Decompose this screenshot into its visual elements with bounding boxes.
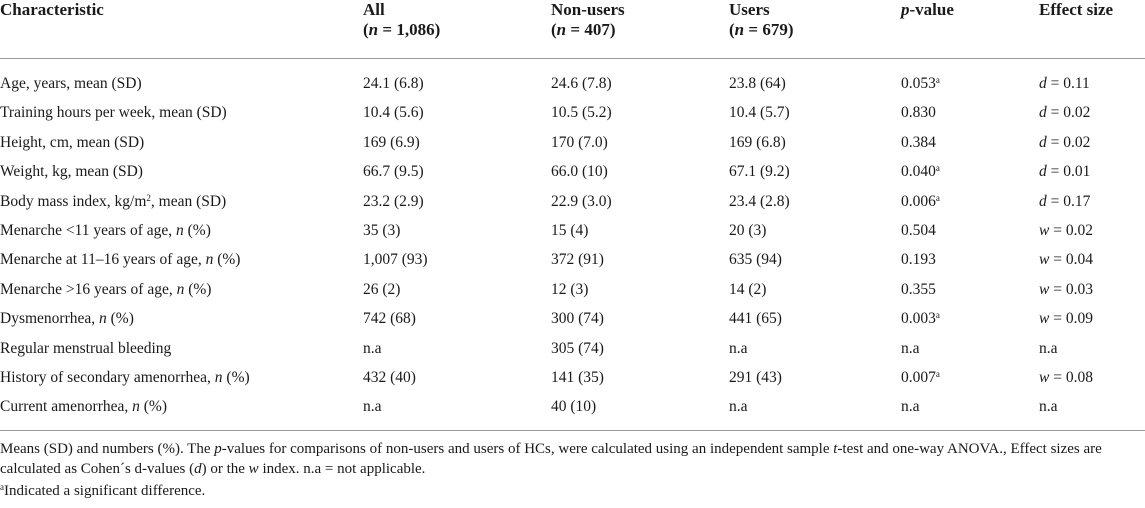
cell-characteristic: Menarche >16 years of age, n (%) <box>0 280 212 298</box>
cell-characteristic: Weight, kg, mean (SD) <box>0 163 143 181</box>
cell-effect-size: d = 0.02 <box>1039 104 1091 122</box>
cell-characteristic: Age, years, mean (SD) <box>0 75 142 92</box>
cell-characteristic: Menarche at 11–16 years of age, n (%) <box>0 251 241 269</box>
cell-effect-size: w = 0.03 <box>1039 280 1093 298</box>
cell-characteristic: History of secondary amenorrhea, n (%) <box>0 368 250 386</box>
cell-non-users: 66.0 (10) <box>551 163 608 181</box>
cell-all: 66.7 (9.5) <box>363 163 424 181</box>
cell-non-users: 10.5 (5.2) <box>551 104 612 122</box>
cell-effect-size: w = 0.04 <box>1039 251 1093 269</box>
cell-all: 742 (68) <box>363 310 416 328</box>
header-all-n: (n = 1,086) <box>363 20 441 39</box>
cell-characteristic: Height, cm, mean (SD) <box>0 133 145 151</box>
cell-all: 169 (6.9) <box>363 133 420 151</box>
header-users: Users (n = 679) <box>729 0 901 58</box>
cell-all: 24.1 (6.8) <box>363 75 424 92</box>
cell-p-value: 0.007$^a$ <box>901 368 940 386</box>
cell-p-value: 0.384 <box>901 133 936 151</box>
cell-effect-size: w = 0.02 <box>1039 221 1093 239</box>
cell-all: n.a <box>363 398 382 416</box>
cell-users: 23.8 (64) <box>729 75 786 92</box>
cell-all: 35 (3) <box>363 221 401 239</box>
table-header <box>0 0 1145 58</box>
cell-users: 291 (43) <box>729 368 782 386</box>
table-row <box>0 188 1145 217</box>
cell-effect-size: d = 0.17 <box>1039 192 1091 210</box>
cell-p-value: 0.830 <box>901 104 936 122</box>
cell-effect-size: d = 0.02 <box>1039 133 1091 151</box>
table-row <box>0 70 1145 99</box>
cell-non-users: 170 (7.0) <box>551 133 608 151</box>
cell-all: 1,007 (93) <box>363 251 428 269</box>
cell-non-users: 305 (74) <box>551 339 604 357</box>
cell-non-users: 372 (91) <box>551 251 604 269</box>
cell-characteristic: Menarche <11 years of age, n (%) <box>0 221 211 239</box>
cell-users: n.a <box>729 339 748 357</box>
header-characteristic: Characteristic <box>0 0 104 19</box>
table-row <box>0 276 1145 305</box>
cell-users: 635 (94) <box>729 251 782 269</box>
cell-p-value: 0.355 <box>901 280 936 298</box>
cell-all: 26 (2) <box>363 280 401 298</box>
cell-non-users: 24.6 (7.8) <box>551 75 612 92</box>
cell-p-value: 0.504 <box>901 221 936 239</box>
cell-all: 10.4 (5.6) <box>363 104 424 122</box>
table-row <box>0 246 1145 275</box>
table-row <box>0 99 1145 128</box>
cell-non-users: 15 (4) <box>551 221 589 239</box>
cell-non-users: 22.9 (3.0) <box>551 192 612 210</box>
header-p-value: p-value <box>901 0 954 19</box>
cell-users: 14 (2) <box>729 280 767 298</box>
header-users-n: (n = 679) <box>729 20 794 39</box>
cell-characteristic: Body mass index, $kg/m^2$, mean (SD) <box>0 192 227 210</box>
cell-all: n.a <box>363 339 382 357</box>
header-non-users-n: (n = 407) <box>551 20 616 39</box>
table-footnote: Means (SD) and numbers (%). The p-values for comparisons of non-users and users of HCs, were calculated using an independent sample t-test and one-way ANOVA., Effect sizes are calculated as Cohen´s d-values (d) or the w index. n.a = not applicable. <box>0 440 1102 477</box>
cell-characteristic: Dysmenorrhea, n (%) <box>0 310 134 328</box>
table-row <box>0 335 1145 364</box>
cell-users: 441 (65) <box>729 310 782 328</box>
cell-p-value: n.a <box>901 398 920 416</box>
cell-users: n.a <box>729 398 748 416</box>
table-row <box>0 305 1145 334</box>
cell-users: 20 (3) <box>729 221 767 239</box>
cell-non-users: 300 (74) <box>551 310 604 328</box>
cell-p-value: 0.003$^a$ <box>901 310 940 328</box>
cell-effect-size: d = 0.11 <box>1039 75 1090 92</box>
cell-characteristic: Regular menstrual bleeding <box>0 339 172 357</box>
cell-p-value: n.a <box>901 339 920 357</box>
table-row <box>0 129 1145 158</box>
header-non-users: Non-users (n = 407) <box>551 0 729 58</box>
cell-characteristic: Training hours per week, mean (SD) <box>0 104 227 122</box>
cell-p-value: 0.040$^a$ <box>901 163 940 181</box>
table-row <box>0 393 1145 422</box>
cell-effect-size: d = 0.01 <box>1039 163 1091 181</box>
cell-non-users: 141 (35) <box>551 368 604 386</box>
header-all: All (n = 1,086) <box>363 0 551 58</box>
cell-p-value: 0.053$^a$ <box>901 75 940 92</box>
cell-p-value: 0.006$^a$ <box>901 192 940 210</box>
table-row <box>0 364 1145 393</box>
cell-effect-size: w = 0.09 <box>1039 310 1093 328</box>
cell-users: 23.4 (2.8) <box>729 192 790 210</box>
table-row <box>0 217 1145 246</box>
cell-users: 67.1 (9.2) <box>729 163 790 181</box>
cell-p-value: 0.193 <box>901 251 936 269</box>
header-effect-size: Effect size <box>1039 0 1114 19</box>
cell-effect-size: n.a <box>1039 339 1058 357</box>
header-row <box>0 0 1145 58</box>
significance-footnote: $^a$Indicated a significant difference. <box>0 481 206 499</box>
table-row <box>0 158 1145 187</box>
cell-effect-size: w = 0.08 <box>1039 368 1093 386</box>
cell-all: 432 (40) <box>363 368 416 386</box>
cell-all: 23.2 (2.9) <box>363 192 424 210</box>
cell-non-users: 40 (10) <box>551 398 597 416</box>
table-body <box>0 58 1145 430</box>
cell-users: 10.4 (5.7) <box>729 104 790 122</box>
cell-users: 169 (6.8) <box>729 133 786 151</box>
cell-non-users: 12 (3) <box>551 280 589 298</box>
cell-characteristic: Current amenorrhea, n (%) <box>0 398 167 416</box>
cell-effect-size: n.a <box>1039 398 1058 416</box>
